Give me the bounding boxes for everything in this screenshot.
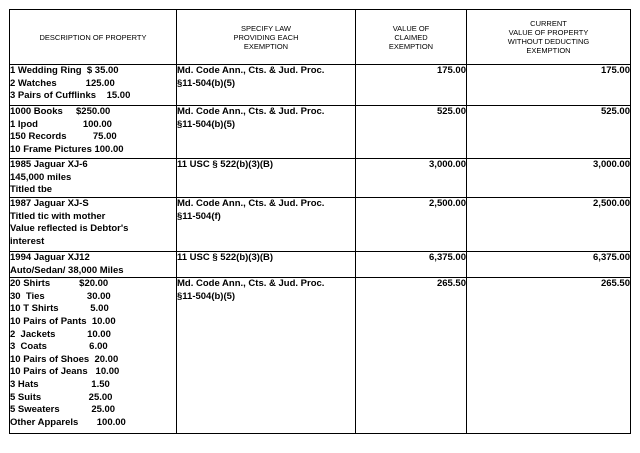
law-cell: [177, 65, 356, 106]
header-description-text: DESCRIPTION OF PROPERTY: [39, 32, 147, 42]
law-line: §11-504(b)(5): [177, 118, 236, 130]
law-cell: [177, 278, 356, 434]
current-value-cell: 175.00: [467, 65, 631, 106]
current-value-cell: 6,375.00: [467, 252, 631, 278]
description-line: Value reflected is Debtor's: [10, 223, 129, 235]
header-current-line: WITHOUT DEDUCTING: [507, 37, 590, 46]
description-line: 150 Records 75.00: [10, 131, 117, 143]
law-line: Md. Code Ann., Cts. & Jud. Proc.: [177, 106, 325, 117]
description-cell: [10, 278, 177, 434]
description-line: 10 Frame Pictures 100.00: [10, 143, 124, 155]
description-line: 5 Sweaters 25.00: [10, 404, 116, 416]
header-row: [10, 10, 631, 65]
header-current-line: EXEMPTION: [526, 46, 571, 55]
description-line: 5 Suits 25.00: [10, 391, 113, 403]
claimed-value-cell: 6,375.00: [356, 252, 467, 278]
law-cell: [177, 106, 356, 159]
description-cell: [10, 252, 177, 278]
law-cell: [177, 252, 356, 278]
header-claimed-line: EXEMPTION: [388, 41, 434, 51]
claimed-value-cell: 175.00: [356, 65, 467, 106]
law-line: §11-504(b)(5): [177, 77, 236, 89]
description-cell: [10, 159, 177, 198]
description-line: 10 Pairs of Shoes 20.00: [10, 353, 119, 365]
table-row: [10, 159, 631, 198]
law-line: 11 USC § 522(b)(3)(B): [177, 159, 274, 170]
table-row: [10, 198, 631, 252]
current-value-cell: 525.00: [467, 106, 631, 159]
header-claimed-line: VALUE OF: [392, 23, 430, 33]
exemption-table: [9, 9, 631, 434]
description-line: 145,000 miles: [10, 171, 72, 183]
description-line: 1987 Jaguar XJ-S: [10, 198, 89, 209]
claimed-value-cell: 265.50: [356, 278, 467, 434]
law-line: Md. Code Ann., Cts. & Jud. Proc.: [177, 65, 325, 76]
law-cell: [177, 198, 356, 252]
description-line: 1 Wedding Ring $ 35.00: [10, 65, 119, 76]
current-value-cell: 2,500.00: [467, 198, 631, 252]
law-line: §11-504(f): [177, 210, 221, 222]
description-line: 2 Watches 125.00: [10, 77, 115, 89]
header-description: [10, 10, 177, 65]
table-row: [10, 252, 631, 278]
claimed-value-cell: 525.00: [356, 106, 467, 159]
description-cell: [10, 65, 177, 106]
description-line: 1985 Jaguar XJ-6: [10, 159, 88, 170]
current-value-cell: 3,000.00: [467, 159, 631, 198]
description-cell: [10, 106, 177, 159]
description-line: 1994 Jaguar XJ12: [10, 252, 90, 263]
description-line: 3 Coats 6.00: [10, 341, 108, 353]
header-law-line: SPECIFY LAW: [240, 23, 291, 33]
claimed-value-cell: 2,500.00: [356, 198, 467, 252]
description-line: 3 Pairs of Cufflinks 15.00: [10, 90, 131, 102]
description-line: 3 Hats 1.50: [10, 378, 110, 390]
table-row: [10, 106, 631, 159]
law-line: Md. Code Ann., Cts. & Jud. Proc.: [177, 198, 325, 209]
table-row: [10, 65, 631, 106]
header-law: [177, 10, 356, 65]
header-current: [467, 10, 631, 65]
description-line: Titled tic with mother: [10, 210, 106, 222]
description-line: Titled tbe: [10, 184, 53, 196]
table-row: [10, 278, 631, 434]
description-cell: [10, 198, 177, 252]
header-law-line: EXEMPTION: [243, 41, 289, 51]
claimed-value-cell: 3,000.00: [356, 159, 467, 198]
description-line: 1 Ipod 100.00: [10, 118, 112, 130]
header-law-line: PROVIDING EACH: [233, 32, 299, 42]
law-line: §11-504(b)(5): [177, 290, 236, 302]
description-line: 1000 Books $250.00: [10, 106, 111, 117]
description-line: 10 Pairs of Pants 10.00: [10, 315, 116, 327]
description-line: interest: [10, 235, 45, 247]
law-cell: [177, 159, 356, 198]
current-value-cell: 265.50: [467, 278, 631, 434]
description-line: 30 Ties 30.00: [10, 290, 111, 302]
description-line: 10 T Shirts 5.00: [10, 303, 109, 315]
header-claimed-line: CLAIMED: [394, 32, 428, 42]
law-line: 11 USC § 522(b)(3)(B): [177, 252, 274, 263]
description-line: 20 Shirts $20.00: [10, 278, 109, 290]
description-line: 10 Pairs of Jeans 10.00: [10, 366, 120, 378]
description-line: Other Apparels 100.00: [10, 416, 126, 428]
law-line: Md. Code Ann., Cts. & Jud. Proc.: [177, 278, 325, 290]
header-current-line: VALUE OF PROPERTY: [508, 28, 589, 37]
header-current-line: CURRENT: [530, 19, 567, 28]
description-line: Auto/Sedan/ 38,000 Miles: [10, 264, 124, 276]
header-claimed: [356, 10, 467, 65]
description-line: 2 Jackets 10.00: [10, 328, 111, 340]
